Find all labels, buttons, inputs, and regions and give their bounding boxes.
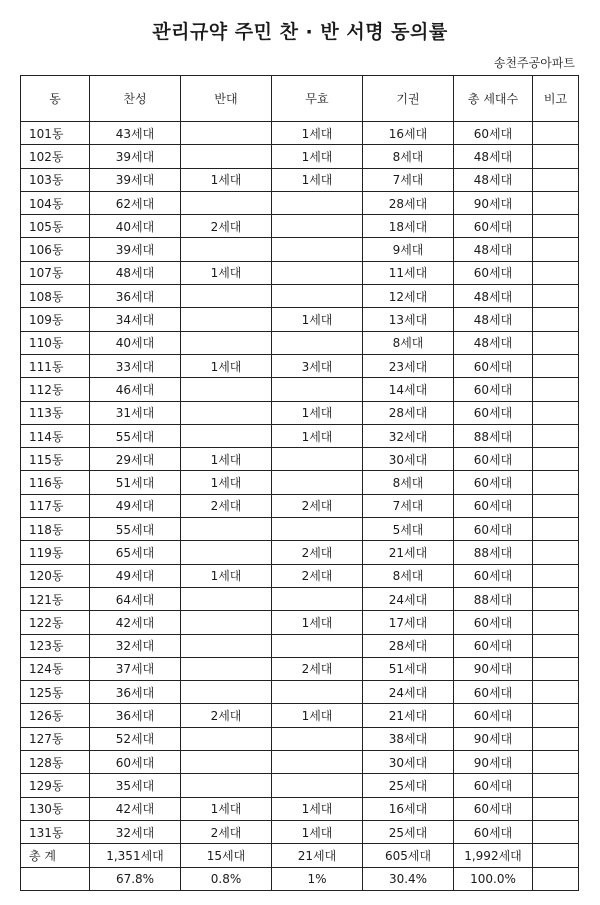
cell-remarks	[533, 168, 579, 191]
cell-abstain: 28세대	[363, 191, 454, 214]
cell-oppose: 2세대	[181, 704, 272, 727]
cell-remarks	[533, 657, 579, 680]
cell-dong: 103동	[21, 168, 90, 191]
cell-approve: 51세대	[90, 471, 181, 494]
table-row	[21, 401, 579, 424]
cell-approve: 36세대	[90, 285, 181, 308]
cell-invalid	[272, 634, 363, 657]
cell-invalid: 2세대	[272, 564, 363, 587]
cell-total-households: 100.0%	[454, 867, 533, 890]
table-row	[21, 634, 579, 657]
cell-oppose	[181, 634, 272, 657]
cell-approve: 60세대	[90, 751, 181, 774]
cell-dong: 105동	[21, 215, 90, 238]
cell-invalid: 1세대	[272, 797, 363, 820]
cell-oppose	[181, 751, 272, 774]
table-row	[21, 285, 579, 308]
cell-oppose	[181, 774, 272, 797]
cell-abstain: 7세대	[363, 494, 454, 517]
cell-invalid: 21세대	[272, 844, 363, 867]
cell-approve: 39세대	[90, 168, 181, 191]
cell-oppose	[181, 191, 272, 214]
cell-approve: 31세대	[90, 401, 181, 424]
cell-total-households: 60세대	[454, 797, 533, 820]
cell-abstain: 25세대	[363, 820, 454, 843]
cell-remarks	[533, 797, 579, 820]
cell-dong: 115동	[21, 448, 90, 471]
cell-dong: 125동	[21, 681, 90, 704]
cell-approve: 55세대	[90, 518, 181, 541]
cell-dong: 102동	[21, 145, 90, 168]
cell-total-households: 48세대	[454, 308, 533, 331]
cell-dong: 111동	[21, 354, 90, 377]
cell-approve: 29세대	[90, 448, 181, 471]
cell-oppose: 2세대	[181, 215, 272, 238]
total-row	[21, 844, 579, 867]
cell-approve: 42세대	[90, 611, 181, 634]
table-row	[21, 751, 579, 774]
cell-oppose	[181, 331, 272, 354]
cell-total-households: 60세대	[454, 354, 533, 377]
cell-oppose	[181, 424, 272, 447]
table-row	[21, 704, 579, 727]
cell-abstain: 8세대	[363, 564, 454, 587]
cell-total-households: 60세대	[454, 774, 533, 797]
cell-oppose: 1세대	[181, 564, 272, 587]
cell-oppose	[181, 657, 272, 680]
cell-remarks	[533, 844, 579, 867]
cell-abstain: 21세대	[363, 541, 454, 564]
cell-remarks	[533, 704, 579, 727]
cell-abstain: 24세대	[363, 681, 454, 704]
table-row	[21, 378, 579, 401]
cell-approve: 32세대	[90, 634, 181, 657]
cell-oppose: 1세대	[181, 448, 272, 471]
table-row	[21, 564, 579, 587]
cell-invalid	[272, 471, 363, 494]
cell-remarks	[533, 541, 579, 564]
cell-approve: 32세대	[90, 820, 181, 843]
cell-oppose	[181, 518, 272, 541]
cell-total-households: 60세대	[454, 401, 533, 424]
cell-invalid: 1세대	[272, 401, 363, 424]
cell-invalid	[272, 751, 363, 774]
cell-invalid	[272, 378, 363, 401]
cell-invalid	[272, 261, 363, 284]
cell-invalid	[272, 774, 363, 797]
cell-approve: 52세대	[90, 727, 181, 750]
cell-oppose	[181, 238, 272, 261]
table-row	[21, 331, 579, 354]
cell-approve: 40세대	[90, 331, 181, 354]
cell-remarks	[533, 424, 579, 447]
cell-oppose	[181, 587, 272, 610]
cell-dong: 107동	[21, 261, 90, 284]
cell-remarks	[533, 494, 579, 517]
cell-remarks	[533, 261, 579, 284]
cell-dong: 130동	[21, 797, 90, 820]
cell-dong: 109동	[21, 308, 90, 331]
cell-oppose	[181, 145, 272, 168]
cell-invalid: 2세대	[272, 494, 363, 517]
cell-abstain: 5세대	[363, 518, 454, 541]
cell-total-households: 1,992세대	[454, 844, 533, 867]
cell-oppose: 1세대	[181, 261, 272, 284]
cell-total-households: 60세대	[454, 448, 533, 471]
table-row	[21, 354, 579, 377]
cell-abstain: 38세대	[363, 727, 454, 750]
cell-remarks	[533, 820, 579, 843]
cell-dong: 106동	[21, 238, 90, 261]
table-row	[21, 797, 579, 820]
percent-row	[21, 867, 579, 890]
cell-abstain: 12세대	[363, 285, 454, 308]
cell-abstain: 11세대	[363, 261, 454, 284]
table-row	[21, 122, 579, 145]
cell-total-households: 60세대	[454, 471, 533, 494]
cell-dong: 112동	[21, 378, 90, 401]
cell-remarks	[533, 634, 579, 657]
cell-dong: 113동	[21, 401, 90, 424]
cell-total-households: 60세대	[454, 122, 533, 145]
apartment-name: 송천주공아파트	[493, 56, 575, 70]
cell-dong: 123동	[21, 634, 90, 657]
cell-approve: 64세대	[90, 587, 181, 610]
cell-remarks	[533, 122, 579, 145]
cell-dong: 120동	[21, 564, 90, 587]
header-approve: 찬성	[90, 76, 181, 122]
cell-abstain: 16세대	[363, 797, 454, 820]
cell-invalid	[272, 215, 363, 238]
cell-remarks	[533, 145, 579, 168]
cell-oppose	[181, 611, 272, 634]
cell-total-households: 88세대	[454, 541, 533, 564]
cell-invalid	[272, 191, 363, 214]
cell-approve: 42세대	[90, 797, 181, 820]
cell-oppose	[181, 401, 272, 424]
cell-invalid	[272, 285, 363, 308]
table-row	[21, 215, 579, 238]
cell-approve: 36세대	[90, 681, 181, 704]
cell-dong: 129동	[21, 774, 90, 797]
cell-invalid	[272, 727, 363, 750]
cell-oppose: 2세대	[181, 820, 272, 843]
table-row	[21, 168, 579, 191]
cell-remarks	[533, 867, 579, 890]
cell-oppose	[181, 541, 272, 564]
table-row	[21, 541, 579, 564]
cell-total-households: 48세대	[454, 238, 533, 261]
cell-invalid: 1세대	[272, 611, 363, 634]
cell-total-households: 60세대	[454, 494, 533, 517]
cell-dong: 131동	[21, 820, 90, 843]
cell-abstain: 24세대	[363, 587, 454, 610]
cell-invalid: 1%	[272, 867, 363, 890]
cell-remarks	[533, 308, 579, 331]
cell-abstain: 30세대	[363, 448, 454, 471]
table-row	[21, 494, 579, 517]
cell-dong: 121동	[21, 587, 90, 610]
cell-abstain: 16세대	[363, 122, 454, 145]
cell-approve: 36세대	[90, 704, 181, 727]
table-row	[21, 261, 579, 284]
table-row	[21, 820, 579, 843]
table-row	[21, 657, 579, 680]
cell-oppose	[181, 681, 272, 704]
cell-abstain: 30세대	[363, 751, 454, 774]
cell-dong: 104동	[21, 191, 90, 214]
cell-approve: 1,351세대	[90, 844, 181, 867]
cell-approve: 39세대	[90, 145, 181, 168]
cell-remarks	[533, 611, 579, 634]
table-row	[21, 681, 579, 704]
cell-approve: 49세대	[90, 494, 181, 517]
cell-oppose: 15세대	[181, 844, 272, 867]
cell-approve: 67.8%	[90, 867, 181, 890]
cell-total-households: 88세대	[454, 587, 533, 610]
cell-abstain: 8세대	[363, 471, 454, 494]
cell-invalid	[272, 587, 363, 610]
cell-oppose: 1세대	[181, 797, 272, 820]
cell-total-households: 60세대	[454, 611, 533, 634]
cell-dong: 128동	[21, 751, 90, 774]
cell-remarks	[533, 587, 579, 610]
cell-dong: 117동	[21, 494, 90, 517]
cell-remarks	[533, 354, 579, 377]
cell-dong: 110동	[21, 331, 90, 354]
cell-remarks	[533, 681, 579, 704]
cell-dong: 124동	[21, 657, 90, 680]
cell-abstain: 13세대	[363, 308, 454, 331]
table-row	[21, 308, 579, 331]
cell-dong: 116동	[21, 471, 90, 494]
cell-approve: 39세대	[90, 238, 181, 261]
cell-remarks	[533, 378, 579, 401]
cell-abstain: 14세대	[363, 378, 454, 401]
cell-invalid: 1세대	[272, 168, 363, 191]
cell-approve: 46세대	[90, 378, 181, 401]
table-row	[21, 518, 579, 541]
cell-total-households: 90세대	[454, 751, 533, 774]
cell-total-households: 90세대	[454, 727, 533, 750]
cell-approve: 62세대	[90, 191, 181, 214]
cell-invalid	[272, 331, 363, 354]
cell-remarks	[533, 401, 579, 424]
cell-total-households: 60세대	[454, 261, 533, 284]
header-dong: 동	[21, 76, 90, 122]
cell-total-households: 48세대	[454, 285, 533, 308]
cell-abstain: 30.4%	[363, 867, 454, 890]
table-row	[21, 145, 579, 168]
cell-dong	[21, 867, 90, 890]
cell-approve: 55세대	[90, 424, 181, 447]
table-row	[21, 774, 579, 797]
cell-dong: 127동	[21, 727, 90, 750]
cell-approve: 40세대	[90, 215, 181, 238]
page-title: 관리규약 주민 찬 · 반 서명 동의률	[152, 21, 448, 43]
table-row	[21, 424, 579, 447]
cell-abstain: 28세대	[363, 401, 454, 424]
cell-abstain: 18세대	[363, 215, 454, 238]
cell-oppose	[181, 378, 272, 401]
table-header-row	[21, 76, 579, 122]
cell-invalid: 1세대	[272, 820, 363, 843]
cell-total-households: 90세대	[454, 657, 533, 680]
header-remarks: 비고	[533, 76, 579, 122]
cell-remarks	[533, 518, 579, 541]
cell-invalid: 2세대	[272, 541, 363, 564]
cell-abstain: 9세대	[363, 238, 454, 261]
cell-invalid: 1세대	[272, 145, 363, 168]
cell-oppose	[181, 285, 272, 308]
cell-abstain: 8세대	[363, 331, 454, 354]
cell-invalid	[272, 238, 363, 261]
cell-oppose: 1세대	[181, 354, 272, 377]
cell-dong: 119동	[21, 541, 90, 564]
cell-dong: 126동	[21, 704, 90, 727]
cell-approve: 43세대	[90, 122, 181, 145]
cell-invalid	[272, 518, 363, 541]
cell-invalid: 2세대	[272, 657, 363, 680]
table-row	[21, 471, 579, 494]
cell-abstain: 28세대	[363, 634, 454, 657]
cell-invalid	[272, 448, 363, 471]
cell-total-households: 60세대	[454, 634, 533, 657]
table-row	[21, 238, 579, 261]
cell-invalid: 1세대	[272, 704, 363, 727]
cell-total-households: 60세대	[454, 564, 533, 587]
cell-abstain: 8세대	[363, 145, 454, 168]
cell-abstain: 23세대	[363, 354, 454, 377]
cell-approve: 49세대	[90, 564, 181, 587]
cell-total-households: 60세대	[454, 704, 533, 727]
cell-total-households: 60세대	[454, 518, 533, 541]
cell-invalid: 1세대	[272, 308, 363, 331]
cell-abstain: 32세대	[363, 424, 454, 447]
cell-dong: 101동	[21, 122, 90, 145]
cell-remarks	[533, 564, 579, 587]
cell-remarks	[533, 471, 579, 494]
cell-dong: 108동	[21, 285, 90, 308]
cell-total-households: 48세대	[454, 145, 533, 168]
table-row	[21, 727, 579, 750]
header-abstain: 기권	[363, 76, 454, 122]
header-oppose: 반대	[181, 76, 272, 122]
cell-remarks	[533, 331, 579, 354]
cell-oppose	[181, 308, 272, 331]
table-row	[21, 191, 579, 214]
cell-abstain: 21세대	[363, 704, 454, 727]
table-row	[21, 587, 579, 610]
cell-remarks	[533, 238, 579, 261]
cell-remarks	[533, 448, 579, 471]
cell-oppose: 0.8%	[181, 867, 272, 890]
table-row	[21, 611, 579, 634]
cell-abstain: 17세대	[363, 611, 454, 634]
cell-dong: 122동	[21, 611, 90, 634]
cell-abstain: 605세대	[363, 844, 454, 867]
cell-oppose	[181, 122, 272, 145]
cell-remarks	[533, 215, 579, 238]
cell-dong: 118동	[21, 518, 90, 541]
cell-oppose	[181, 727, 272, 750]
cell-total-households: 90세대	[454, 191, 533, 214]
cell-abstain: 25세대	[363, 774, 454, 797]
header-total-households: 총 세대수	[454, 76, 533, 122]
cell-total-households: 48세대	[454, 168, 533, 191]
cell-total-households: 60세대	[454, 378, 533, 401]
cell-abstain: 7세대	[363, 168, 454, 191]
cell-remarks	[533, 285, 579, 308]
cell-approve: 37세대	[90, 657, 181, 680]
cell-invalid	[272, 681, 363, 704]
cell-total-households: 88세대	[454, 424, 533, 447]
cell-remarks	[533, 774, 579, 797]
cell-invalid: 1세대	[272, 424, 363, 447]
cell-dong: 총 계	[21, 844, 90, 867]
cell-approve: 48세대	[90, 261, 181, 284]
cell-approve: 65세대	[90, 541, 181, 564]
table-row	[21, 448, 579, 471]
cell-remarks	[533, 751, 579, 774]
cell-oppose: 1세대	[181, 471, 272, 494]
consent-table	[20, 75, 579, 891]
header-invalid: 무효	[272, 76, 363, 122]
cell-abstain: 51세대	[363, 657, 454, 680]
cell-remarks	[533, 191, 579, 214]
cell-total-households: 48세대	[454, 331, 533, 354]
cell-invalid: 1세대	[272, 122, 363, 145]
cell-oppose: 2세대	[181, 494, 272, 517]
cell-invalid: 3세대	[272, 354, 363, 377]
cell-oppose: 1세대	[181, 168, 272, 191]
cell-approve: 33세대	[90, 354, 181, 377]
cell-total-households: 60세대	[454, 681, 533, 704]
cell-total-households: 60세대	[454, 215, 533, 238]
cell-dong: 114동	[21, 424, 90, 447]
cell-approve: 35세대	[90, 774, 181, 797]
cell-remarks	[533, 727, 579, 750]
cell-approve: 34세대	[90, 308, 181, 331]
cell-total-households: 60세대	[454, 820, 533, 843]
